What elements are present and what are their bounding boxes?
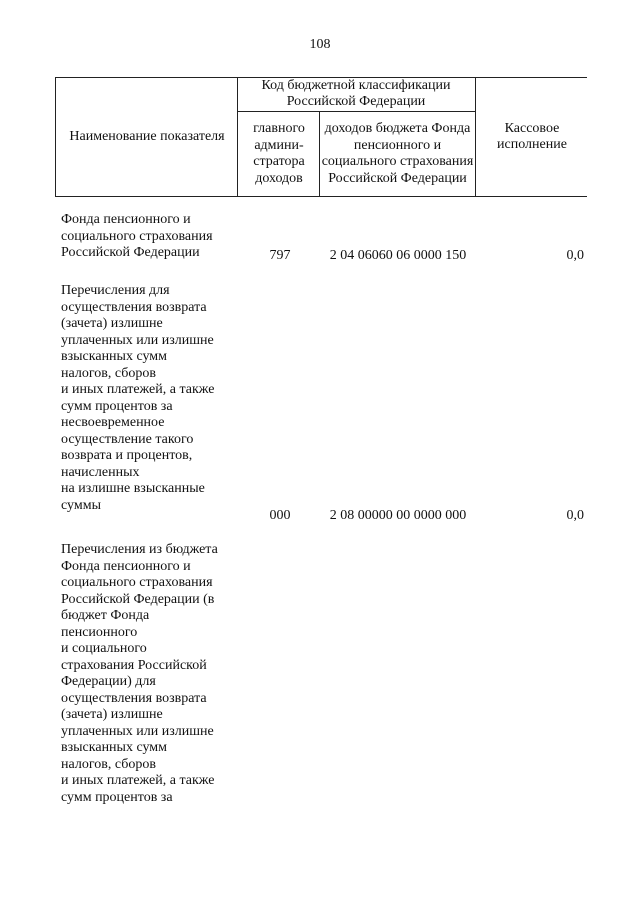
row-indicator-name: Перечисления из бюджета Фонда пенсионного и социального страхования Российской Федерации (в бюджет Фонда пенсионного и социального страхования Российской Федерации) для осуществления возврата (зачета) излишне уплаченных или излишне взысканных сумм налогов, сборов и иных платежей, а также сумм процентов за [61,542,218,805]
header-revenue-of-fund: доходов бюджета Фонда пенсионного и социального страхования Российской Федерации [321,121,474,186]
header-budget-code-group: Код бюджетной классификации Российской Федерации [261,77,451,109]
header-indicator-name: Наименование показателя [69,128,225,144]
row-amount: 0,0 [566,248,584,263]
row-indicator-name: Перечисления для осуществления возврата (зачета) излишне уплаченных или излишне взысканных сумм налогов, сборов и иных платежей, а также сумм процентов за несвоевременное осуществление такого возврата и процентов, начисленных на излишне взысканные суммы [61,283,215,513]
page-number: 108 [309,37,331,52]
header-chief-administrator: главного админи-стратора доходов [253,121,305,186]
row-admin-code: 000 [269,508,291,523]
row-amount: 0,0 [566,508,584,523]
row-indicator-name: Фонда пенсионного и социального страхования Российской Федерации [61,212,213,260]
row-admin-code: 797 [269,248,291,263]
header-cash-execution: Кассовое исполнение [497,120,567,152]
row-revenue-code: 2 08 00000 00 0000 000 [329,508,467,523]
row-revenue-code: 2 04 06060 06 0000 150 [329,248,467,263]
